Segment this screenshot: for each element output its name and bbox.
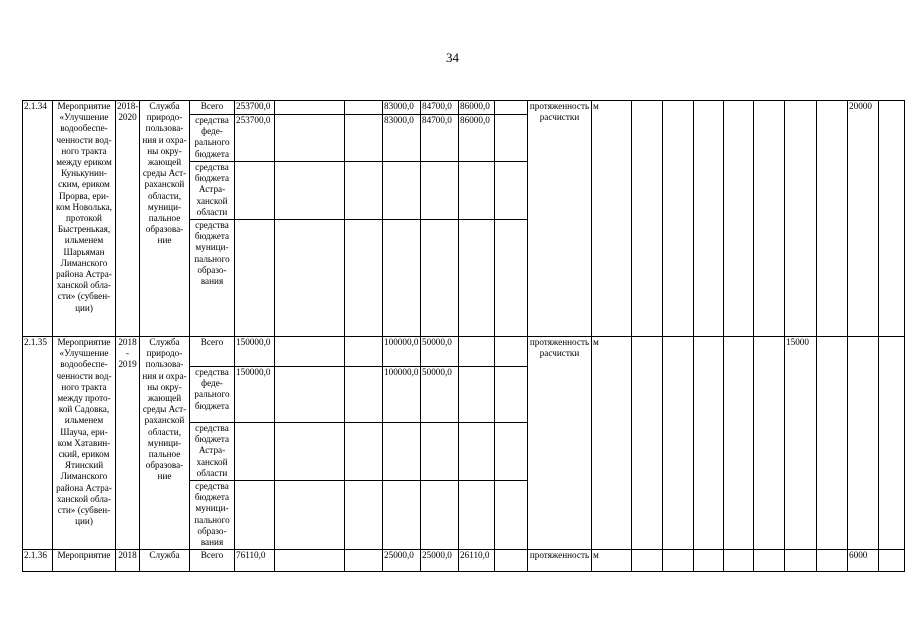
source-label: средства бюджета муници-пального образо-вания — [190, 220, 235, 337]
executor: Служба природо-пользова-ния и охра-ны окру-жающей среды Аст-раханской области, муници-пальное образова-ние — [140, 337, 190, 550]
amount-total: 253700,0 — [235, 101, 275, 115]
indicator-unit: м — [592, 337, 632, 550]
executor: Служба — [140, 550, 190, 572]
amount-year: 83000,0 — [383, 101, 421, 115]
page-number: 34 — [446, 50, 459, 65]
activity-years: 2018-2020 — [116, 101, 140, 337]
amount-year: 86000,0 — [459, 101, 495, 115]
row-number: 2.1.35 — [23, 337, 53, 550]
indicator-unit: м — [592, 550, 632, 572]
amount-year: 100000,0 — [383, 337, 421, 367]
table-row — [23, 337, 905, 367]
activity-years: 2018 - 2019 — [116, 337, 140, 550]
indicator-unit: м — [592, 101, 632, 337]
indicator-value: 20000 — [848, 101, 879, 337]
amount-year: 26110,0 — [459, 550, 495, 572]
row-number: 2.1.34 — [23, 101, 53, 337]
amount-year — [459, 337, 495, 367]
activity-years: 2018 — [116, 550, 140, 572]
amount-year: 25000,0 — [421, 550, 459, 572]
indicator-value: 15000 — [785, 337, 817, 550]
indicator-name: протяженность расчистки — [528, 101, 592, 337]
amount-year: 86000,0 — [459, 115, 495, 162]
source-label: Всего — [190, 337, 235, 367]
amount-year: 84700,0 — [421, 115, 459, 162]
indicator-name: протяженность расчистки — [528, 337, 592, 550]
amount-total: 253700,0 — [235, 115, 275, 162]
amount-total: 76110,0 — [235, 550, 275, 572]
activity-name: Мероприятие «Улучшение водообеспе-ченности вод-ного тракта между прото-кой Садовка, ильменем Шауча, ери-ком Хатавин-ский, ериком Ятинский Лиманского района Астра-ханской обла-сти» (субвен-ции) — [53, 337, 116, 550]
activity-name: Мероприятие «Улучшение водообеспе-ченности вод-ного тракта между ериком Кунькунин-ским, ериком Прорва, ери-ком Новолька, протокой Быстренькая, ильменем Шарьяман Лиманского района Астра-ханской обла-сти» (субвен-ции) — [53, 101, 116, 337]
indicator-value: 6000 — [848, 550, 879, 572]
amount-year: 50000,0 — [421, 367, 459, 423]
activity-name: Мероприятие — [53, 550, 116, 572]
amount-total: 150000,0 — [235, 367, 275, 423]
amount-year: 83000,0 — [383, 115, 421, 162]
source-label: Всего — [190, 101, 235, 115]
amount-year: 50000,0 — [421, 337, 459, 367]
amount-year: 100000,0 — [383, 367, 421, 423]
source-label: средства бюджета муници-пального образо-вания — [190, 481, 235, 550]
table-row — [23, 101, 905, 115]
source-label: средства феде-рального бюджета — [190, 367, 235, 423]
amount-total: 150000,0 — [235, 337, 275, 367]
program-table — [22, 100, 905, 572]
executor: Служба природо-пользова-ния и охра-ны окру-жающей среды Аст-раханской области, муници-пальное образова-ние — [140, 101, 190, 337]
source-label: средства бюджета Астра-ханской области — [190, 423, 235, 481]
amount-year: 25000,0 — [383, 550, 421, 572]
source-label: Всего — [190, 550, 235, 572]
row-number: 2.1.36 — [23, 550, 53, 572]
indicator-name: протяженность — [528, 550, 592, 572]
source-label: средства бюджета Астра-ханской области — [190, 162, 235, 220]
table-row — [23, 550, 905, 572]
amount-year: 84700,0 — [421, 101, 459, 115]
source-label: средства феде-рального бюджета — [190, 115, 235, 162]
